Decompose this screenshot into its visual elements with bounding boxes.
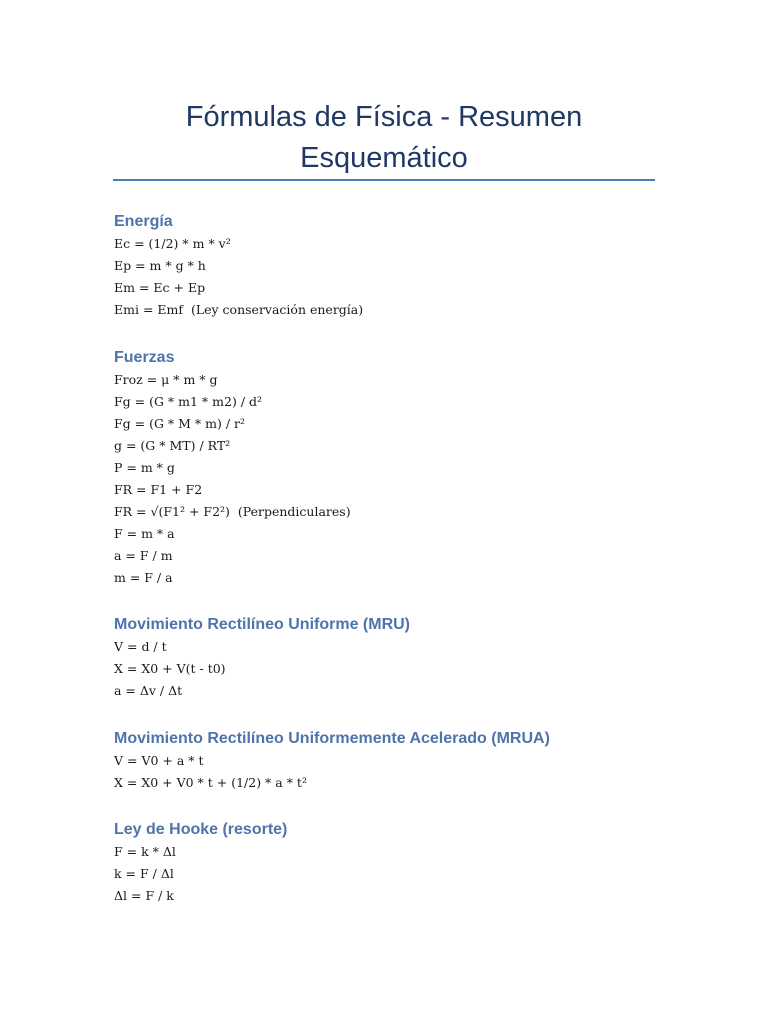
section-heading: Ley de Hooke (resorte): [114, 821, 288, 838]
formula: Δl = F / k: [114, 888, 174, 903]
formula-list: [114, 750, 654, 794]
formula: FR = √(F1² + F2²) (Perpendiculares): [114, 504, 351, 519]
formula-list: [114, 233, 654, 321]
formula: V = d / t: [114, 639, 167, 654]
formula: m = F / a: [114, 570, 173, 585]
section-mrua: [114, 729, 654, 794]
formula-list: [114, 369, 654, 589]
section-heading: Energía: [114, 213, 173, 230]
formula: Fg = (G * M * m) / r²: [114, 416, 246, 431]
formula: V = V0 + a * t: [114, 753, 204, 768]
section-ley-de-hooke: [114, 820, 654, 907]
formula: P = m * g: [114, 460, 175, 475]
formula: F = m * a: [114, 526, 175, 541]
formula: Fg = (G * m1 * m2) / d²: [114, 394, 263, 409]
section-energia: [114, 212, 654, 321]
formula: FR = F1 + F2: [114, 482, 203, 497]
section-mru: [114, 615, 654, 702]
section-heading: Fuerzas: [114, 349, 175, 366]
formula: k = F / Δl: [114, 866, 174, 881]
formula: a = F / m: [114, 548, 173, 563]
formula: X = X0 + V(t - t0): [114, 661, 226, 676]
formula-list: [114, 636, 654, 702]
section-heading: Movimiento Rectilíneo Uniforme (MRU): [114, 616, 411, 633]
formula: Ec = (1/2) * m * v²: [114, 236, 231, 251]
section-heading: Movimiento Rectilíneo Uniformemente Acelerado (MRUA): [114, 730, 550, 747]
formula: Emi = Emf (Ley conservación energía): [114, 302, 364, 317]
formula-list: [114, 841, 654, 907]
formula: F = k * Δl: [114, 844, 176, 859]
title-divider: [113, 179, 655, 181]
section-fuerzas: [114, 348, 654, 589]
formula: Froz = μ * m * g: [114, 372, 218, 387]
formula: Em = Ec + Ep: [114, 280, 206, 295]
formula: Ep = m * g * h: [114, 258, 206, 273]
formula: g = (G * MT) / RT²: [114, 438, 231, 453]
document-title: Fórmulas de Física - Resumen Esquemático: [185, 101, 583, 174]
formula: X = X0 + V0 * t + (1/2) * a * t²: [114, 775, 307, 790]
formula: a = Δv / Δt: [114, 683, 183, 698]
